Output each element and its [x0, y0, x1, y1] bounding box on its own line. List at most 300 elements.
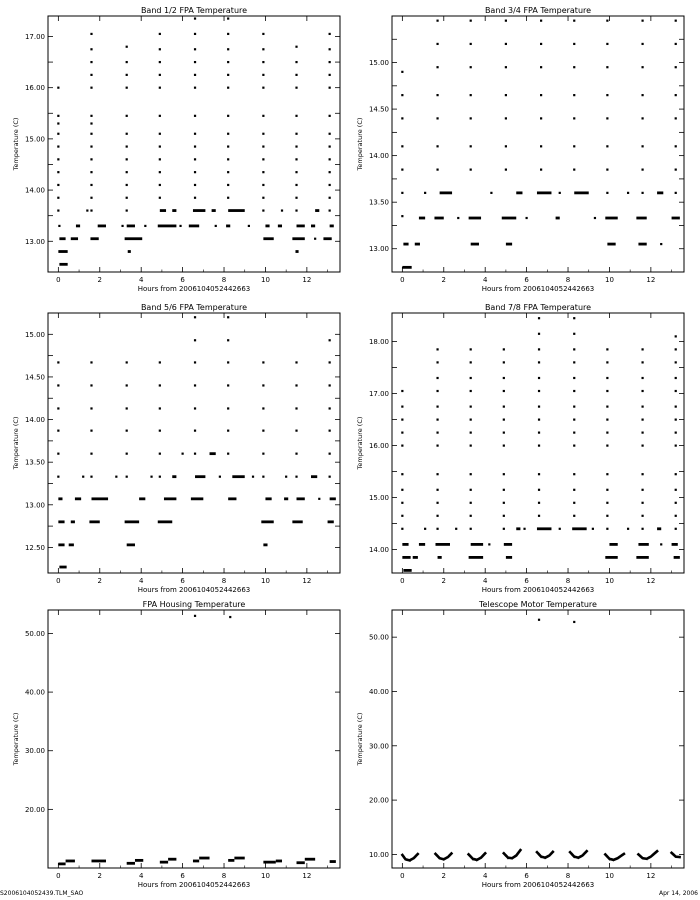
data-point — [262, 158, 264, 160]
data-point — [227, 453, 229, 455]
data-point — [262, 115, 264, 117]
y-tick-label: 14.50 — [368, 105, 389, 114]
data-point — [592, 528, 594, 530]
chart-title: Band 7/8 FPA Temperature — [484, 303, 592, 312]
data-point — [194, 115, 196, 117]
data-point — [606, 489, 608, 491]
data-point — [641, 419, 643, 421]
data-point — [227, 17, 229, 19]
data-point — [436, 117, 438, 119]
data-point — [219, 476, 221, 478]
x-axis-label: Hours from 2006104052442663 — [481, 285, 595, 293]
data-point — [329, 476, 331, 478]
x-tick-label: 10 — [604, 276, 614, 284]
data-point — [606, 528, 608, 530]
data-point — [503, 528, 505, 530]
data-run — [674, 556, 680, 559]
data-run — [609, 543, 617, 546]
data-point — [503, 445, 505, 447]
data-point — [329, 87, 331, 89]
data-point — [675, 169, 677, 171]
x-tick-label: 12 — [302, 872, 312, 880]
data-point — [470, 43, 472, 45]
data-point — [606, 473, 608, 475]
y-axis-label: Temperature (C) — [356, 712, 364, 766]
data-point — [470, 406, 472, 408]
data-point — [641, 489, 643, 491]
chart-title: Band 1/2 FPA Temperature — [140, 6, 248, 15]
y-tick-label: 14.00 — [24, 416, 45, 425]
x-tick-label: 10 — [260, 872, 270, 880]
x-tick-label: 2 — [441, 577, 447, 585]
data-point — [295, 197, 297, 199]
x-tick-label: 4 — [138, 577, 144, 585]
x-tick-label: 4 — [138, 872, 144, 880]
data-point — [194, 158, 196, 160]
data-point — [436, 445, 438, 447]
data-point — [540, 145, 542, 147]
y-axis-label: Temperature (C) — [12, 416, 20, 470]
data-run — [160, 861, 168, 864]
data-point — [329, 133, 331, 135]
data-point — [573, 406, 575, 408]
data-point — [436, 348, 438, 350]
data-point — [573, 361, 575, 363]
data-point — [641, 20, 643, 22]
data-point — [436, 419, 438, 421]
data-point — [606, 117, 608, 119]
data-point — [57, 87, 59, 89]
data-point — [126, 61, 128, 63]
data-point — [57, 184, 59, 186]
data-point — [641, 192, 643, 194]
data-point — [505, 117, 507, 119]
data-point — [90, 453, 92, 455]
x-tick-label: 2 — [97, 872, 103, 880]
data-point — [90, 33, 92, 35]
data-point — [503, 489, 505, 491]
data-run — [189, 225, 199, 228]
data-point — [641, 94, 643, 96]
data-point — [295, 46, 297, 48]
data-run — [59, 263, 67, 266]
data-run — [127, 543, 135, 546]
data-run — [125, 237, 143, 240]
data-point — [606, 390, 608, 392]
data-point — [641, 43, 643, 45]
data-point — [606, 419, 608, 421]
data-run — [76, 225, 80, 228]
data-point — [126, 46, 128, 48]
data-run — [98, 225, 106, 228]
data-point — [159, 384, 161, 386]
data-point — [262, 453, 264, 455]
data-run — [172, 475, 176, 478]
data-point — [126, 197, 128, 199]
data-series-segment — [672, 853, 680, 857]
data-point — [121, 225, 123, 227]
data-point — [675, 515, 677, 517]
data-run — [415, 243, 420, 246]
data-point — [90, 133, 92, 135]
data-point — [295, 145, 297, 147]
y-axis-label: Temperature (C) — [12, 712, 20, 766]
data-points — [401, 317, 680, 572]
data-point — [573, 390, 575, 392]
data-point — [641, 406, 643, 408]
data-point — [329, 48, 331, 50]
y-tick-label: 15.00 — [24, 330, 45, 339]
data-run — [605, 217, 617, 220]
data-point — [573, 169, 575, 171]
data-point — [538, 619, 540, 621]
data-point — [573, 66, 575, 68]
data-point — [401, 445, 403, 447]
data-point — [641, 432, 643, 434]
data-point — [470, 361, 472, 363]
data-run — [311, 475, 317, 478]
data-point — [262, 145, 264, 147]
plot-frame — [48, 610, 340, 868]
data-point — [401, 406, 403, 408]
data-point — [227, 339, 229, 341]
data-series-segment — [469, 853, 486, 860]
data-point — [126, 430, 128, 432]
data-point — [159, 184, 161, 186]
x-tick-label: 12 — [646, 577, 656, 585]
data-run — [537, 527, 551, 530]
data-run — [469, 556, 483, 559]
data-point — [641, 117, 643, 119]
data-point — [90, 209, 92, 211]
y-tick-label: 13.50 — [24, 458, 45, 467]
data-point — [329, 33, 331, 35]
data-point — [295, 361, 297, 363]
chart-panel-3 — [12, 303, 340, 594]
data-point — [675, 192, 677, 194]
data-run — [158, 225, 177, 228]
data-point — [401, 473, 403, 475]
data-run — [71, 237, 78, 240]
y-tick-label: 14.00 — [24, 186, 45, 195]
data-run — [58, 497, 62, 500]
data-point — [540, 94, 542, 96]
y-tick-label: 15.00 — [24, 135, 45, 144]
data-point — [159, 33, 161, 35]
data-point — [627, 528, 629, 530]
data-point — [573, 621, 575, 623]
data-run — [311, 225, 315, 228]
data-point — [252, 476, 254, 478]
data-point — [159, 158, 161, 160]
data-point — [660, 243, 662, 245]
data-run — [471, 543, 483, 546]
data-point — [179, 225, 181, 227]
data-run — [516, 527, 520, 530]
x-axis-label: Hours from 2006104052442663 — [481, 881, 595, 889]
x-tick-label: 2 — [441, 276, 447, 284]
data-point — [57, 115, 59, 117]
data-point — [401, 419, 403, 421]
data-point — [538, 515, 540, 517]
data-point — [295, 476, 297, 478]
data-point — [538, 377, 540, 379]
data-point — [295, 407, 297, 409]
data-run — [265, 497, 271, 500]
data-point — [126, 384, 128, 386]
data-point — [470, 94, 472, 96]
data-point — [470, 419, 472, 421]
data-point — [401, 528, 403, 530]
data-point — [573, 489, 575, 491]
data-point — [573, 445, 575, 447]
data-point — [150, 476, 152, 478]
data-point — [470, 473, 472, 475]
data-point — [329, 171, 331, 173]
chart-title: Band 3/4 FPA Temperature — [484, 6, 592, 15]
data-point — [538, 333, 540, 335]
data-run — [172, 209, 176, 212]
data-run — [90, 237, 98, 240]
data-point — [538, 406, 540, 408]
data-point — [540, 169, 542, 171]
data-point — [159, 476, 161, 478]
data-point — [401, 489, 403, 491]
data-point — [490, 192, 492, 194]
data-run — [638, 243, 646, 246]
data-point — [227, 115, 229, 117]
x-tick-label: 12 — [646, 872, 656, 880]
data-point — [262, 61, 264, 63]
data-point — [540, 117, 542, 119]
x-tick-label: 10 — [604, 577, 614, 585]
data-series-segment — [436, 853, 453, 860]
y-tick-label: 16.00 — [24, 84, 45, 93]
data-point — [538, 502, 540, 504]
data-point — [559, 192, 561, 194]
data-point — [194, 33, 196, 35]
data-run — [228, 497, 236, 500]
data-run — [263, 237, 273, 240]
data-run — [402, 266, 411, 269]
data-run — [419, 217, 425, 220]
x-tick-label: 8 — [565, 577, 571, 585]
data-point — [573, 317, 575, 319]
y-tick-label: 20.00 — [24, 805, 45, 814]
data-point — [505, 145, 507, 147]
data-point — [227, 407, 229, 409]
data-point — [503, 361, 505, 363]
data-point — [295, 430, 297, 432]
data-run — [160, 209, 166, 212]
data-point — [57, 430, 59, 432]
data-point — [329, 158, 331, 160]
plot-frame — [392, 610, 684, 868]
data-run — [315, 209, 319, 212]
data-point — [523, 528, 525, 530]
data-run — [506, 243, 512, 246]
data-point — [538, 390, 540, 392]
y-axis-label: Temperature (C) — [356, 416, 364, 470]
data-point — [641, 66, 643, 68]
data-run — [127, 225, 135, 228]
y-tick-label: 13.00 — [24, 501, 45, 510]
data-run — [164, 497, 176, 500]
data-point — [675, 432, 677, 434]
data-point — [126, 74, 128, 76]
data-point — [57, 145, 59, 147]
data-point — [505, 66, 507, 68]
data-point — [573, 145, 575, 147]
data-point — [57, 133, 59, 135]
data-point — [538, 317, 540, 319]
data-run — [226, 225, 230, 228]
chart-panel-5 — [12, 600, 340, 889]
data-point — [470, 502, 472, 504]
data-point — [57, 476, 59, 478]
data-run — [91, 497, 108, 500]
data-point — [159, 407, 161, 409]
data-point — [503, 390, 505, 392]
data-point — [470, 390, 472, 392]
data-series-segment — [537, 851, 554, 858]
data-run — [636, 217, 646, 220]
data-run — [295, 250, 298, 253]
data-point — [606, 377, 608, 379]
data-point — [401, 71, 403, 73]
y-axis-label: Temperature (C) — [356, 117, 364, 171]
data-series-segment — [638, 851, 657, 859]
data-point — [90, 115, 92, 117]
plot-frame — [48, 313, 340, 573]
data-point — [126, 476, 128, 478]
chart-title: FPA Housing Temperature — [142, 600, 246, 609]
data-point — [329, 339, 331, 341]
data-run — [572, 527, 586, 530]
data-run — [89, 520, 99, 523]
data-point — [248, 225, 250, 227]
data-point — [573, 432, 575, 434]
data-point — [675, 335, 677, 337]
data-point — [262, 74, 264, 76]
data-point — [262, 87, 264, 89]
data-point — [401, 192, 403, 194]
data-series-segment — [402, 854, 418, 861]
data-point — [505, 94, 507, 96]
footer-filename: S2006104052439.TLM_SAO — [0, 890, 84, 897]
y-tick-label: 17.00 — [368, 390, 389, 399]
data-run — [435, 543, 449, 546]
data-point — [126, 453, 128, 455]
data-point — [401, 169, 403, 171]
data-point — [126, 115, 128, 117]
y-tick-label: 17.00 — [24, 32, 45, 41]
data-point — [606, 361, 608, 363]
y-tick-label: 40.00 — [368, 687, 389, 696]
data-point — [227, 361, 229, 363]
data-point — [329, 115, 331, 117]
data-run — [574, 191, 588, 194]
data-run — [434, 217, 443, 220]
data-point — [194, 361, 196, 363]
y-tick-label: 16.00 — [368, 442, 389, 451]
data-point — [573, 94, 575, 96]
data-run — [125, 520, 139, 523]
data-run — [657, 191, 663, 194]
data-run — [504, 543, 512, 546]
data-point — [329, 453, 331, 455]
y-tick-label: 12.50 — [24, 543, 45, 552]
data-run — [292, 520, 302, 523]
data-point — [505, 20, 507, 22]
data-point — [295, 115, 297, 117]
data-point — [194, 453, 196, 455]
data-point — [227, 145, 229, 147]
data-point — [436, 489, 438, 491]
data-point — [627, 192, 629, 194]
data-point — [90, 361, 92, 363]
data-point — [57, 361, 59, 363]
chart-title: Telescope Motor Temperature — [479, 600, 597, 609]
data-point — [194, 430, 196, 432]
data-series-segment — [605, 854, 624, 860]
data-point — [424, 528, 426, 530]
data-point — [470, 348, 472, 350]
data-point — [86, 209, 88, 211]
data-point — [314, 238, 316, 240]
data-run — [158, 520, 172, 523]
data-point — [182, 453, 184, 455]
data-point — [436, 528, 438, 530]
data-series-segment — [504, 850, 521, 858]
data-run — [556, 217, 560, 220]
data-point — [57, 158, 59, 160]
data-point — [436, 361, 438, 363]
data-point — [675, 390, 677, 392]
data-point — [57, 209, 59, 211]
data-point — [194, 87, 196, 89]
x-axis-label: Hours from 2006104052442663 — [137, 881, 251, 889]
data-point — [295, 133, 297, 135]
data-run — [59, 237, 65, 240]
x-axis-label: Hours from 2006104052442663 — [481, 586, 595, 594]
data-point — [641, 361, 643, 363]
data-run — [71, 520, 75, 523]
data-point — [115, 476, 117, 478]
data-run — [419, 543, 425, 546]
data-run — [403, 569, 411, 572]
data-point — [194, 48, 196, 50]
data-point — [159, 453, 161, 455]
x-tick-label: 8 — [221, 276, 227, 284]
data-run — [605, 556, 617, 559]
data-point — [126, 145, 128, 147]
data-point — [159, 197, 161, 199]
data-run — [58, 862, 65, 865]
data-point — [641, 348, 643, 350]
data-run — [305, 858, 315, 861]
data-point — [126, 361, 128, 363]
data-point — [401, 390, 403, 392]
data-run — [59, 566, 66, 569]
data-point — [675, 419, 677, 421]
data-point — [573, 333, 575, 335]
data-point — [90, 48, 92, 50]
data-point — [57, 407, 59, 409]
x-tick-label: 8 — [221, 872, 227, 880]
data-run — [135, 859, 143, 862]
data-point — [606, 445, 608, 447]
